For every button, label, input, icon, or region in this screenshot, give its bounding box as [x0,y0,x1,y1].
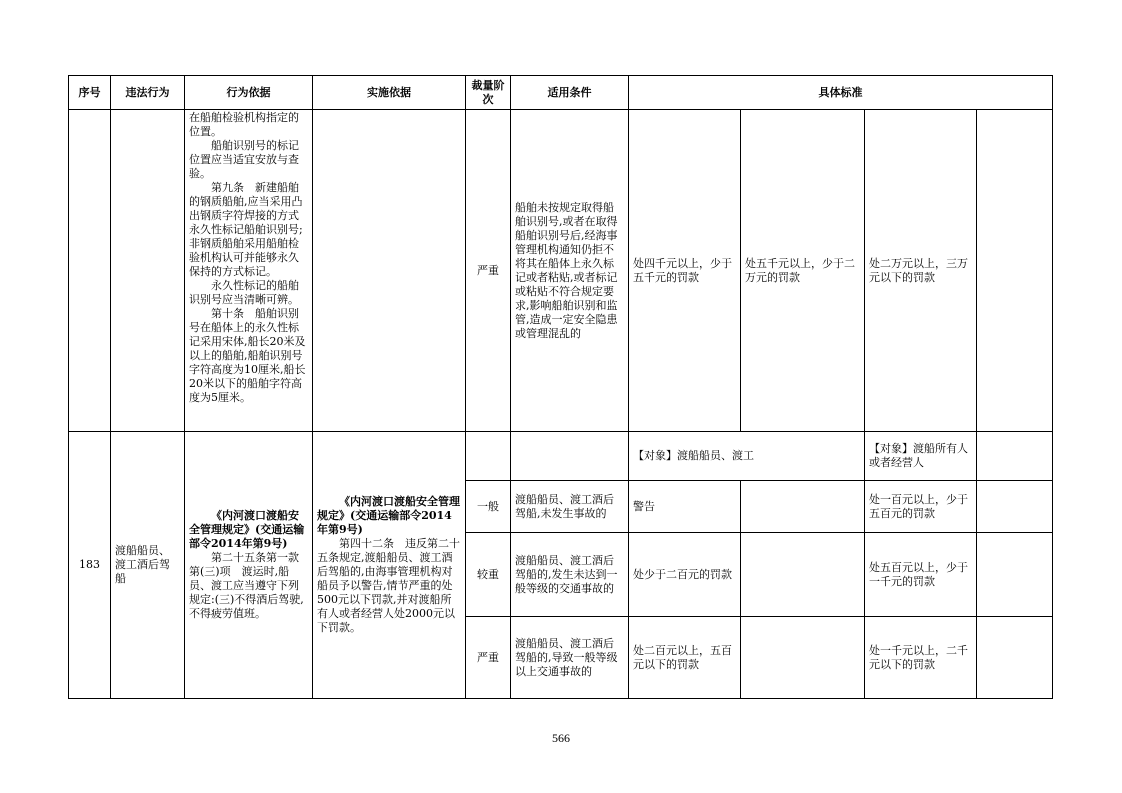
header-standard: 具体标准 [629,76,1053,110]
table-row [69,432,1053,481]
impl-cell [313,432,466,699]
standard-cell [741,617,865,699]
basis-paragraph: 第九条 新建船舶的钢质船舶,应当采用凸出钢质字符焊接的方式永久性标记船舶识别号;非钢质船舶采用船舶检验机构认可并能够永久保持的方式标记。 [189,181,303,278]
standard-cell: 处二万元以上，三万元以下的罚款 [865,110,977,432]
condition-cell: 渡船船员、渡工酒后驾船的,导致一般等级以上交通事故的 [511,617,629,699]
header-behavior: 违法行为 [111,76,185,110]
impl-title: 《内河渡口渡船安全管理规定》(交通运输部令2014年第9号) [317,495,460,536]
basis-cell [185,432,313,699]
level-cell: 严重 [466,110,511,432]
impl-text: 第四十二条 违反第二十五条规定,渡船船员、渡工酒后驾船的,由海事管理机构对船员予以警告,情节严重的处500元以下罚款,并对渡船所有人或者经营人处2000元以下罚款。 [317,537,460,634]
table-row [69,110,1053,432]
condition-cell: 渡船船员、渡工酒后驾船的,发生未达到一般等级的交通事故的 [511,533,629,617]
behavior-cell: 渡船船员、渡工酒后驾船 [111,432,185,699]
standard-cell: 处五千元以上，少于二万元的罚款 [741,110,865,432]
target-cell: 【对象】渡船船员、渡工 [629,432,865,481]
standard-cell: 处少于二百元的罚款 [629,533,741,617]
standard-cell: 处五百元以上，少于一千元的罚款 [865,533,977,617]
basis-title: 《内河渡口渡船安全管理规定》(交通运输部令2014年第9号) [189,509,305,550]
penalty-table [68,75,1053,699]
standard-cell [741,481,865,533]
basis-paragraph: 船舶识别号的标记位置应当适宜安放与查验。 [189,139,299,180]
standard-cell: 处二百元以上，五百元以下的罚款 [629,617,741,699]
standard-cell [977,110,1053,432]
standard-cell: 处一千元以上，二千元以下的罚款 [865,617,977,699]
basis-paragraph: 永久性标记的船舶识别号应当清晰可辨。 [189,279,299,306]
basis-paragraph: 第十条 船舶识别号在船体上的永久性标记采用宋体,船长20米及以上的船舶,船舶识别号字符高度为10厘米,船长20米以下的船舶字符高度为5厘米。 [189,307,306,404]
header-row [69,76,1053,110]
basis-cell [185,110,313,432]
level-cell: 严重 [466,617,511,699]
page-number: 566 [552,731,570,745]
basis-text: 第二十五条第一款第(三)项 渡运时,船员、渡工应当遵守下列规定:(三)不得酒后驾驶,不得疲劳值班。 [189,551,304,620]
basis-paragraph: 在船舶检验机构指定的位置。 [189,111,299,138]
row-number: 183 [69,432,111,699]
level-cell: 较重 [466,533,511,617]
header-level: 裁量阶次 [466,76,511,110]
header-no: 序号 [69,76,111,110]
condition-cell: 渡船船员、渡工酒后驾船,未发生事故的 [511,481,629,533]
header-condition: 适用条件 [511,76,629,110]
standard-cell: 处一百元以上，少于五百元的罚款 [865,481,977,533]
standard-cell: 处四千元以上，少于五千元的罚款 [629,110,741,432]
standard-cell: 警告 [629,481,741,533]
standard-cell [741,533,865,617]
header-impl: 实施依据 [313,76,466,110]
condition-cell: 船舶未按规定取得船舶识别号,或者在取得船舶识别号后,经海事管理机构通知仍拒不将其在船体上永久标记或者粘贴,或者标记或粘贴不符合规定要求,影响船舶识别和监管,造成一定安全隐患或管理混乱的 [511,110,629,432]
header-basis: 行为依据 [185,76,313,110]
target-cell: 【对象】渡船所有人或者经营人 [865,432,977,481]
level-cell: 一般 [466,481,511,533]
